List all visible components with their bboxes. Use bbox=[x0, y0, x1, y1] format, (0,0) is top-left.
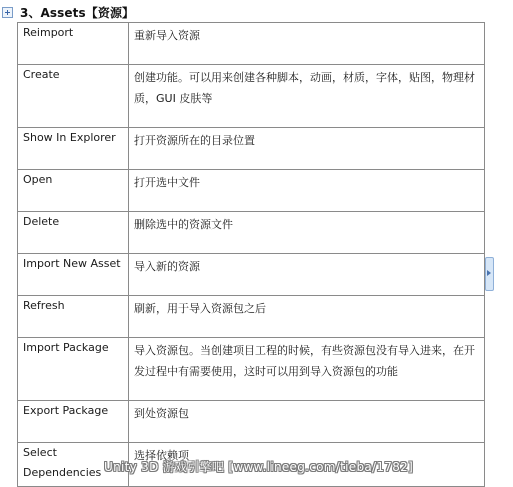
section-heading bbox=[0, 3, 134, 21]
description-text: 导入资源包。当创建项目工程的时候，有些资源包没有导入进来，在开发过程中有需要使用，这时可以用到导入资源包的功能 bbox=[134, 344, 475, 378]
description-text: 删除选中的资源文件 bbox=[134, 218, 233, 231]
description-cell bbox=[129, 401, 485, 443]
command-cell bbox=[18, 296, 129, 338]
description-text: 打开资源所在的目录位置 bbox=[134, 134, 255, 147]
assets-menu-table bbox=[17, 22, 485, 487]
description-cell bbox=[129, 23, 485, 65]
command-label: Select Dependencies bbox=[23, 446, 102, 479]
description-cell bbox=[129, 128, 485, 170]
command-cell bbox=[18, 65, 129, 128]
command-label: Export Package bbox=[23, 404, 109, 417]
description-text: 选择依赖项 bbox=[134, 449, 189, 462]
table-row bbox=[18, 338, 485, 401]
command-cell bbox=[18, 128, 129, 170]
table-row bbox=[18, 23, 485, 65]
table-row bbox=[18, 170, 485, 212]
table-row bbox=[18, 212, 485, 254]
description-cell bbox=[129, 170, 485, 212]
command-label: Delete bbox=[23, 215, 60, 228]
command-label: Create bbox=[23, 68, 60, 81]
command-label: Import New Asset bbox=[23, 257, 121, 270]
command-label: Open bbox=[23, 173, 53, 186]
table-row bbox=[18, 128, 485, 170]
description-text: 重新导入资源 bbox=[134, 29, 200, 42]
expand-plus-icon[interactable] bbox=[2, 7, 13, 18]
command-cell bbox=[18, 338, 129, 401]
description-cell bbox=[129, 338, 485, 401]
description-cell bbox=[129, 65, 485, 128]
description-text: 打开选中文件 bbox=[134, 176, 200, 189]
table-row bbox=[18, 401, 485, 443]
command-cell bbox=[18, 170, 129, 212]
watermark-text: Unity 3D 游戏引擎吧 [www.lineeg.com/tieba/1782] bbox=[104, 460, 414, 474]
command-cell bbox=[18, 401, 129, 443]
description-cell bbox=[129, 212, 485, 254]
description-text: 刷新，用于导入资源包之后 bbox=[134, 302, 266, 315]
table-row bbox=[18, 65, 485, 128]
command-label: Show In Explorer bbox=[23, 131, 116, 144]
command-label: Refresh bbox=[23, 299, 65, 312]
table-row bbox=[18, 254, 485, 296]
description-text: 到处资源包 bbox=[134, 407, 189, 420]
command-label: Import Package bbox=[23, 341, 109, 354]
description-text: 创建功能。可以用来创建各种脚本，动画，材质，字体，贴图，物理材质，GUI 皮肤等 bbox=[134, 71, 475, 105]
section-title: 3、Assets【资源】 bbox=[20, 5, 135, 20]
description-cell bbox=[129, 254, 485, 296]
side-collapse-icon[interactable] bbox=[485, 257, 494, 291]
command-label: Reimport bbox=[23, 26, 74, 39]
description-cell bbox=[129, 296, 485, 338]
description-text: 导入新的资源 bbox=[134, 260, 200, 273]
table-row bbox=[18, 296, 485, 338]
command-cell bbox=[18, 254, 129, 296]
command-cell bbox=[18, 212, 129, 254]
command-cell bbox=[18, 23, 129, 65]
